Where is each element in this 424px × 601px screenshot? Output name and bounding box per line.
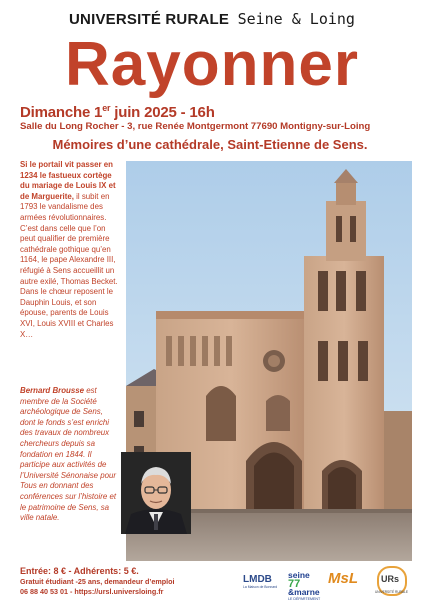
event-date	[20, 103, 215, 121]
speaker-portrait	[121, 452, 191, 534]
intro-bold: Si le portail vit passer en 1234 le fastueux cortège du mariage de Louis IX et de Marguerite,	[20, 160, 116, 201]
contact-info: 06 88 40 53 01 - https://ursl.universloing.fr	[20, 587, 164, 596]
event-subtitle: Mémoires d’une cathédrale, Saint-Etienne de Sens.	[52, 137, 368, 152]
lmdb-logo	[243, 566, 283, 596]
lmdb-logo-text: LMDB	[243, 574, 272, 585]
header	[0, 10, 424, 32]
bio-body: est membre de la Société archéologique de Sens, dont le fonds s’est enrichi des travaux de nombreux chercheurs depuis sa fondation en 1844. Il participe aux activités de l’Université Sénonaise pour Tous en donnant des conférences sur l’histoire et le patrimoine de Sens, sa ville natale.	[20, 386, 117, 523]
seine-text: seine	[288, 570, 310, 580]
date-prefix: Dimanche 1	[20, 104, 103, 121]
dept-text: LE DÉPARTEMENT	[288, 597, 321, 601]
dept-number: 77	[288, 578, 301, 590]
ursl-logo-text: URs	[381, 574, 400, 584]
date-suffix: juin 2025 - 16h	[110, 104, 215, 121]
free-entry-info: Gratuit étudiant -25 ans, demandeur d’emploi	[20, 577, 175, 586]
ursl-logo-sub: UNIVERSITÉ RURALE	[375, 590, 408, 594]
speaker-name: Bernard Brousse	[20, 386, 85, 395]
intro-body: il subit en 1793 le vandalisme des armées révolutionnaires. C’est dans celle que l’on peut qualifier de première cathédrale gothique qu’en 1164, le pape Alexandre III, réfugié à Sens accueillit un autre exilé, Thomas Becket. Dans le chœur reposent le Dauphin Louis, et son épouse, parents de Louis XVI, Louis XVIII et Charles X…	[20, 191, 118, 339]
header-org: UNIVERSITÉ RURALE	[69, 11, 230, 28]
header-place: Seine & Loing	[237, 10, 355, 28]
event-address: Salle du Long Rocher - 3, rue Renée Montgermont 77690 Montigny-sur-Loing	[20, 121, 371, 132]
ursl-logo	[375, 566, 415, 596]
poster-title: Rayonner	[65, 30, 359, 99]
marne-text: &marne	[288, 587, 320, 597]
price-info: Entrée: 8 € - Adhérents: 5 €.	[20, 566, 139, 576]
lmdb-logo-sub: La Maison de Bonnard	[243, 585, 278, 589]
date-sup: er	[102, 103, 111, 113]
intro-text	[20, 160, 122, 340]
seine-et-marne-logo	[288, 566, 326, 601]
msl-logo	[328, 566, 366, 596]
msl-logo-text: MsL	[328, 570, 358, 587]
speaker-bio	[20, 386, 120, 524]
